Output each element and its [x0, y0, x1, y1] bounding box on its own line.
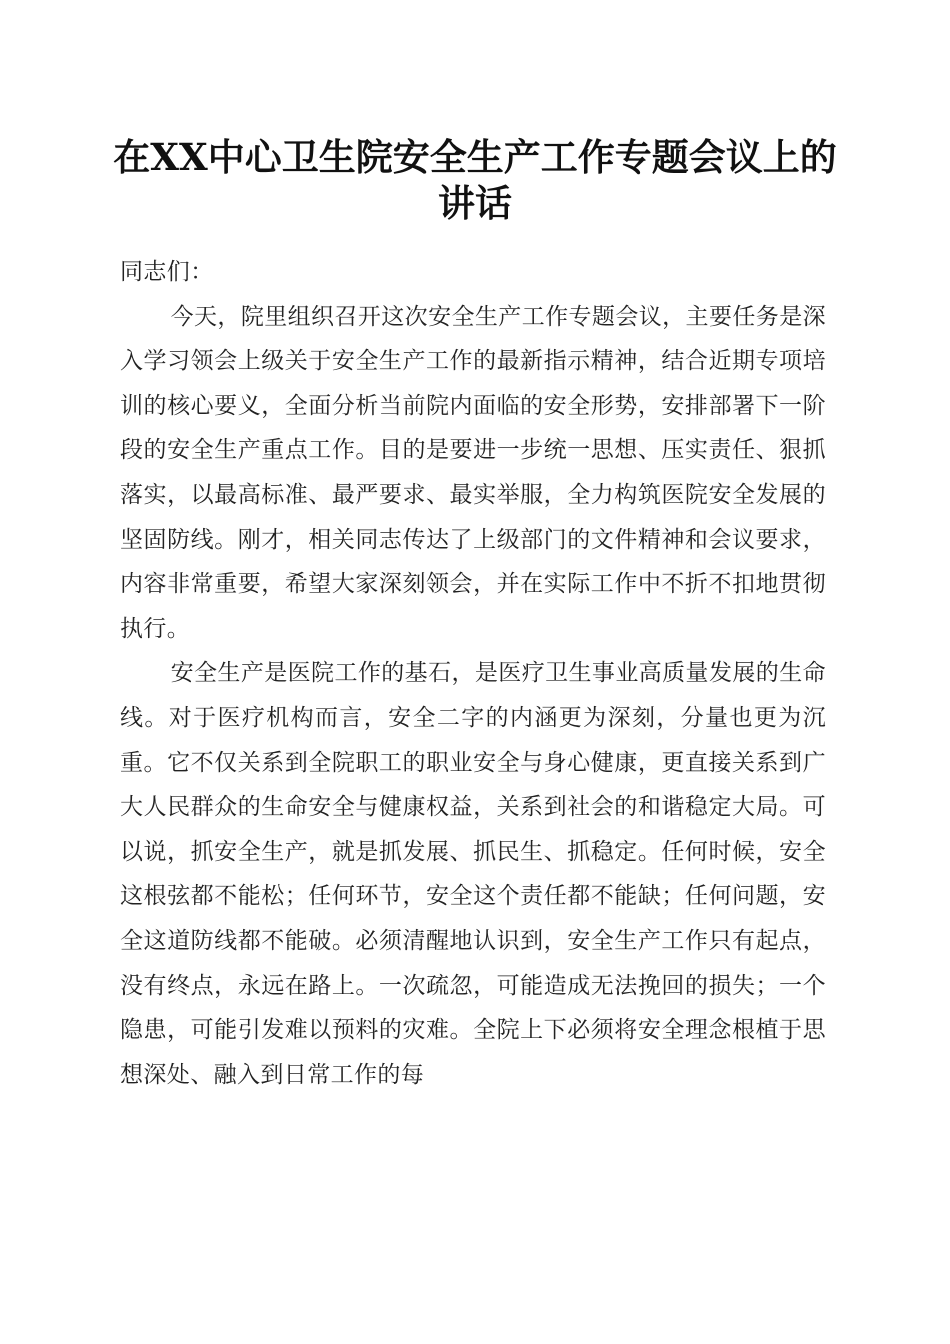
salutation: 同志们： [120, 259, 214, 285]
paragraph-2: 安全生产是医院工作的基石，是医疗卫生事业高质量发展的生命线。对于医疗机构而言，安全二字的内涵更为深刻，分量也更为沉重。它不仅关系到全院职工的职业安全与身心健康，更直接关系到广大人民群众的生命安全与健康权益，关系到社会的和谐稳定大局。可以说，抓安全生产，就是抓发展、抓民生、抓稳定。任何时候，安全这根弦都不能松；任何环节，安全这个责任都不能缺；任何问题，安全这道防线都不能破。必须清醒地认识到，安全生产工作只有起点，没有终点，永远在路上。一次疏忽，可能造成无法挽回的损失；一个隐患，可能引发难以预料的灾难。全院上下必须将安全理念根植于思想深处、融入到日常工作的每 [120, 660, 826, 1088]
title-line-2: 讲话 [438, 181, 512, 225]
document-body [120, 250, 826, 1097]
document-title [100, 134, 850, 226]
paragraph-1: 今天，院里组织召开这次安全生产工作专题会议，主要任务是深入学习领会上级关于安全生产工作的最新指示精神，结合近期专项培训的核心要义，全面分析当前院内面临的安全形势，安排部署下一阶段的安全生产重点工作。目的是要进一步统一思想、压实责任、狠抓落实，以最高标准、最严要求、最实举服，全力构筑医院安全发展的坚固防线。刚才，相关同志传达了上级部门的文件精神和会议要求，内容非常重要，希望大家深刻领会，并在实际工作中不折不扣地贯彻执行。 [120, 303, 826, 642]
title-line-1: 在XX中心卫生院安全生产工作专题会议上的 [113, 135, 837, 179]
